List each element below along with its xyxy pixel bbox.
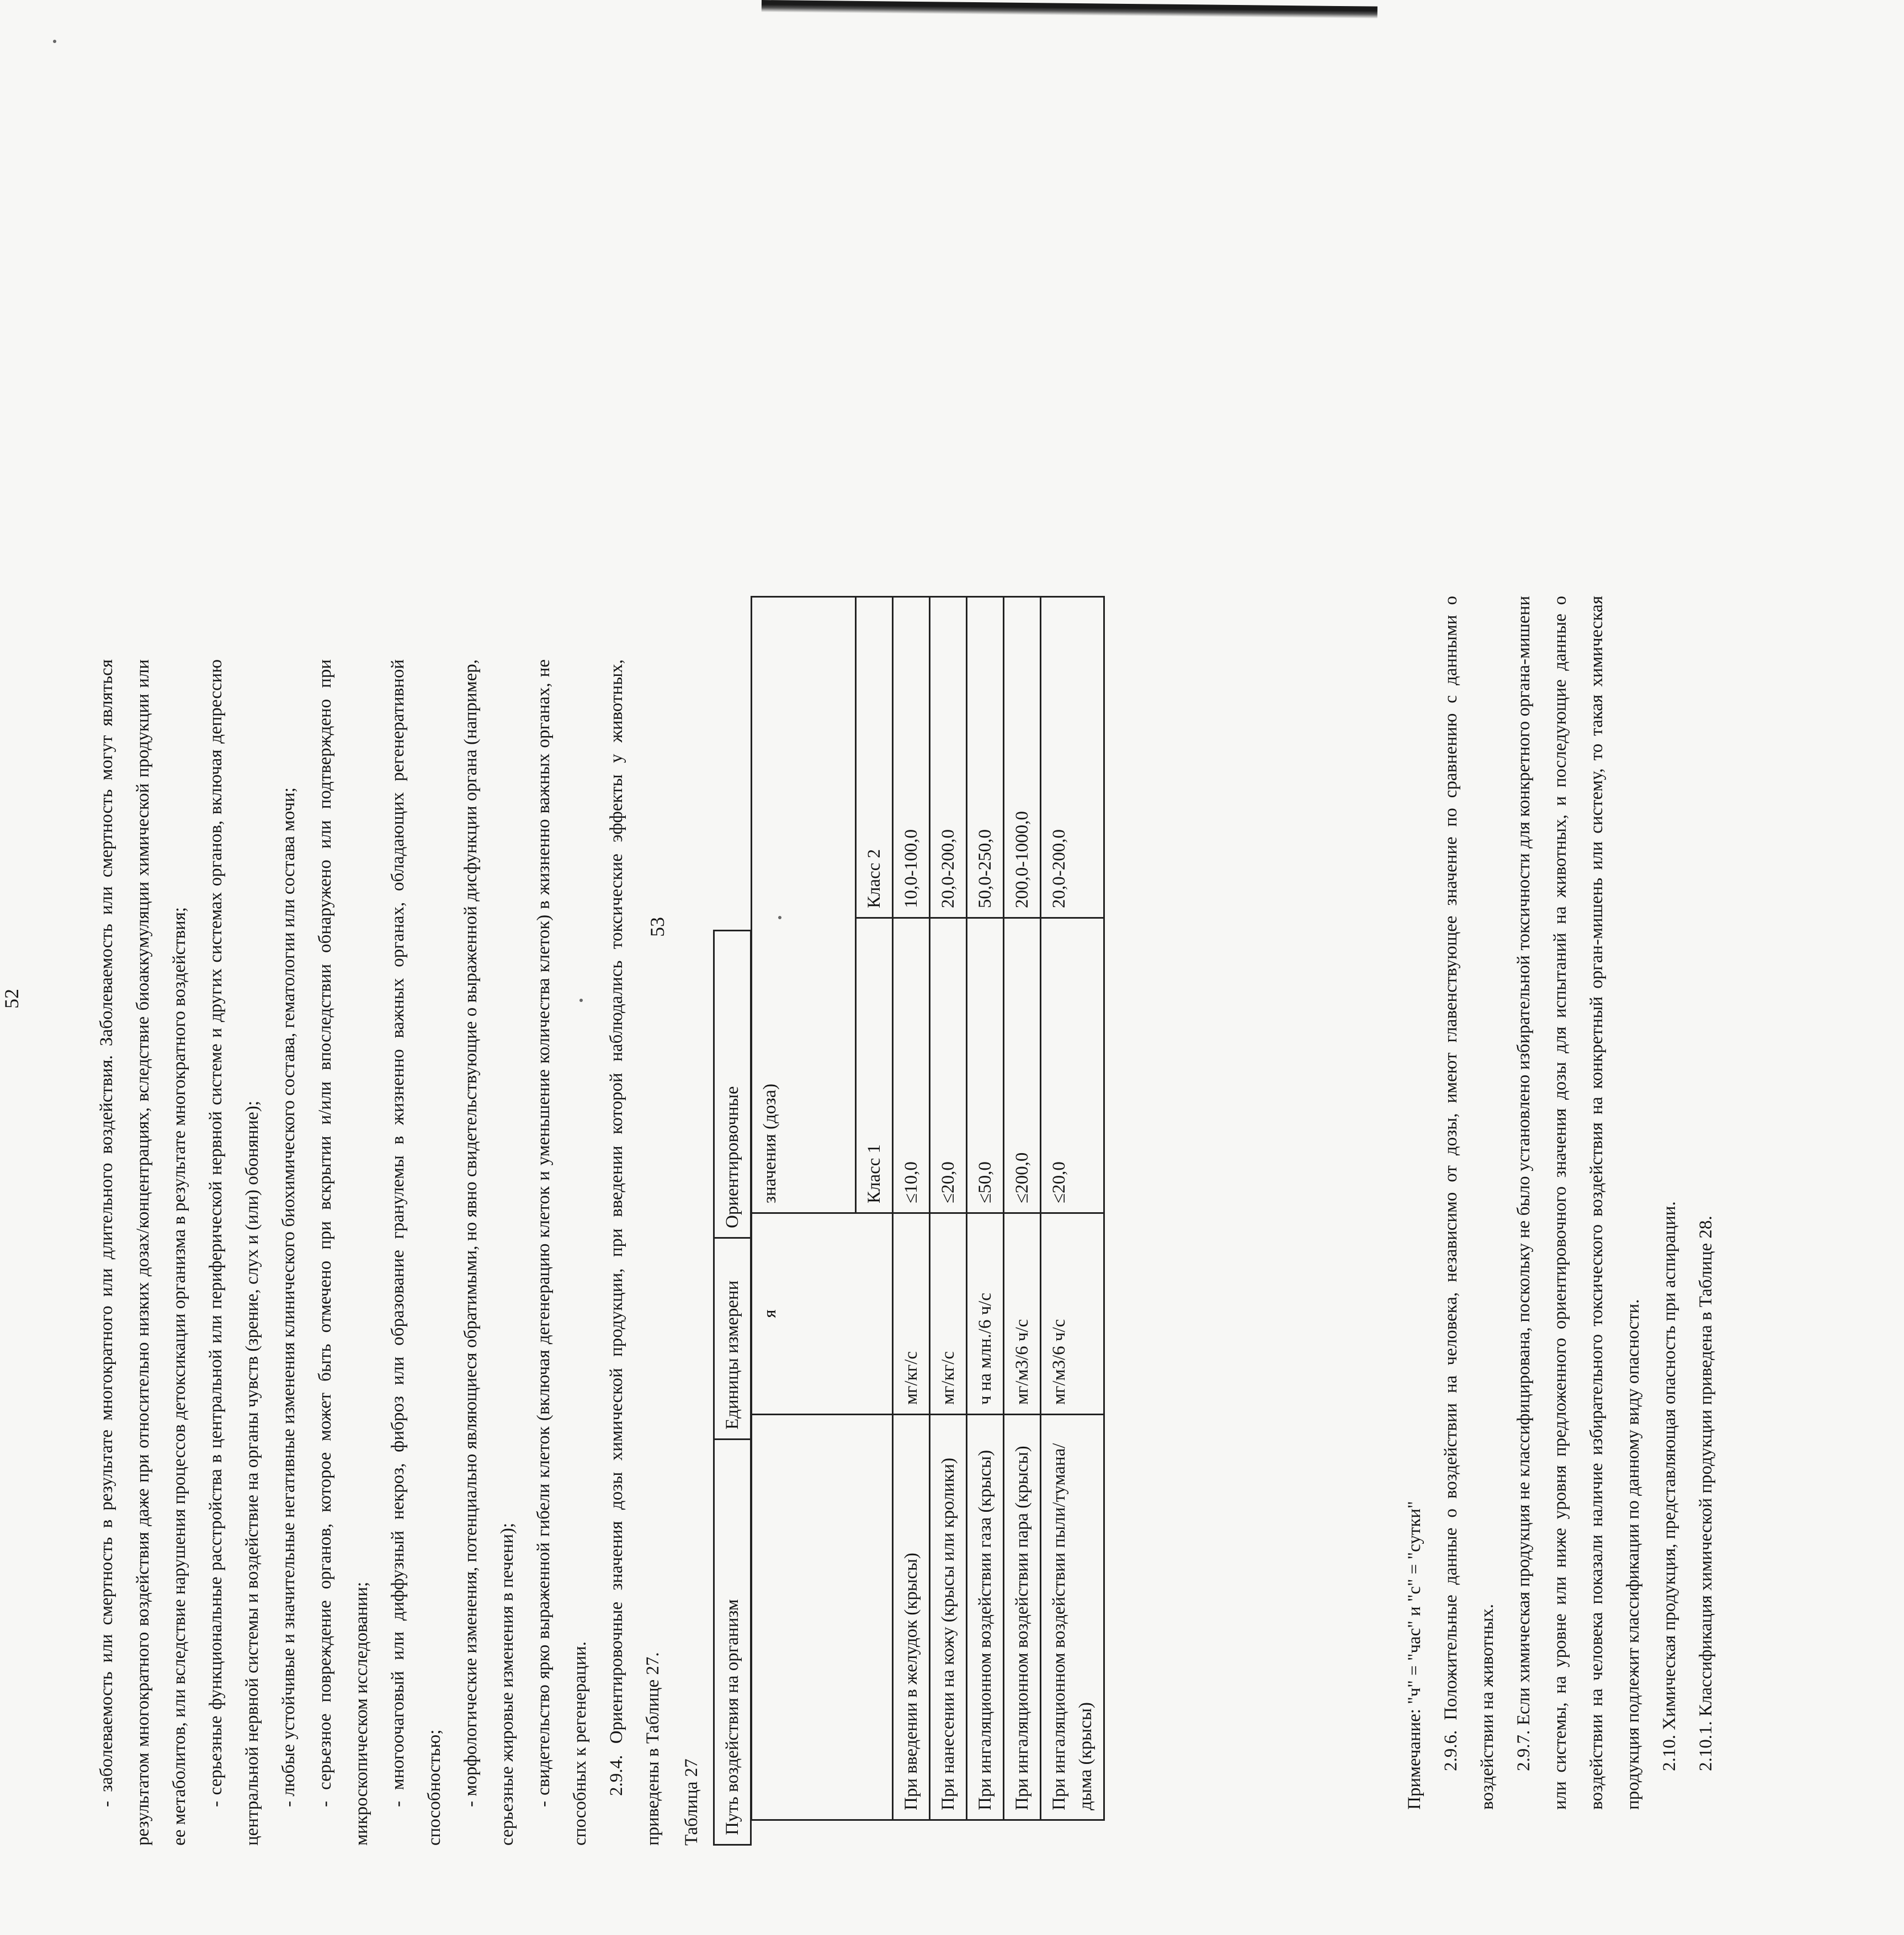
- table-27-continued: [751, 596, 1105, 1821]
- table-cell-route: При нанесении на кожу (крысы или кролики): [930, 1415, 967, 1820]
- table-cell-class1: ≤20,0: [1041, 918, 1104, 1213]
- paragraph: 2.9.7. Если химическая продукция не классифицирована, поскольку не было установлено избирательной токсичности для конкретного органа-мишени или системы, на уровне или ниже уровня предложенного ориентировочного значения дозы для испытаний на животных, и последующие данные о воздействии на человека показали наличие избирательного токсического воздействия на конкретный орган-мишень или систему, то такая химическая продукция подлежит классификации по данному виду опасности.: [1514, 596, 1643, 1810]
- paragraph: 2.9.4. Ориентировочные значения дозы химической продукции, при введении которой наблюдались токсические эффекты у животных, приведены в Таблице 27.: [607, 659, 663, 1846]
- scan-edge-shadow: [762, 0, 1378, 19]
- table-cell-unit: ч на млн./6 ч/с: [967, 1213, 1004, 1415]
- table-row: [1041, 597, 1104, 1820]
- table-caption: Таблица 27: [682, 1758, 701, 1846]
- table-cell-empty: [752, 1415, 893, 1820]
- table-cell-unit: мг/м3/6 ч/с: [1041, 1213, 1104, 1415]
- table-cell-route: При введении в желудок (крысы): [893, 1415, 930, 1820]
- paragraph: 2.10.1. Классификация химической продукции приведена в Таблице 28.: [1696, 1216, 1716, 1771]
- table-row: [930, 597, 967, 1820]
- table-row: [1004, 597, 1041, 1820]
- table-cell-unit: мг/кг/с: [930, 1213, 967, 1415]
- table-row: [893, 597, 930, 1820]
- table-cell-class1: ≤10,0: [893, 918, 930, 1213]
- table-note: Примечание: "ч" = "час" и "с" = "сутки": [1405, 1501, 1424, 1810]
- table-cell-class2: 20,0-200,0: [930, 597, 967, 918]
- table-cell-route: При ингаляционном воздействии пыли/тумана/дыма (крысы): [1041, 1415, 1104, 1820]
- table-cell-class1: ≤50,0: [967, 918, 1004, 1213]
- paragraph: - морфологические изменения, потенциально являющиеся обратимыми, но явно свидетельствующие о выраженной дисфункции органа (например, серьезные жировые изменения в печени);: [461, 659, 517, 1846]
- table-cell-class1: ≤200,0: [1004, 918, 1041, 1213]
- table-cell-unit: мг/м3/6 ч/с: [1004, 1213, 1041, 1415]
- page-53-text: [1396, 596, 1724, 1810]
- table-row: [967, 597, 1004, 1820]
- paragraph: - серьезные функциональные расстройства в центральной или периферической нервной системе и других системах органов, включая депрессию центральной нервной системы и воздействие на органы чувств (зрение, слух и (или) обоняние);: [206, 659, 262, 1846]
- table-cell-unit: мг/кг/с: [893, 1213, 930, 1415]
- paragraph: - многоочаговый или диффузный некроз, фиброз или образование гранулемы в жизненно важных органах, обладающих регенеративной способностью;: [388, 659, 444, 1846]
- table-header-values-cont: значения (доза): [752, 597, 856, 1213]
- table-cell-class2: 50,0-250,0: [967, 597, 1004, 918]
- page-53: [646, 17, 1904, 1837]
- table-cell-route: При ингаляционном воздействии газа (крысы): [967, 1415, 1004, 1820]
- paragraph: - любые устойчивые и значительные негативные изменения клинического биохимического состава, гематологии или состава мочи;: [279, 787, 299, 1807]
- table-cell-route: При ингаляционном воздействии пара (крысы): [1004, 1415, 1041, 1820]
- table-cell-class2: 10,0-100,0: [893, 597, 930, 918]
- table-cell-class2: 20,0-200,0: [1041, 597, 1104, 918]
- paragraph: - заболеваемость или смертность в результате многократного или длительного воздействия. Заболеваемость или смертность могут являться результатом многократного воздействия даже при относительно низких дозах/концентрациях, вследствие биоаккумуляции химической продукции или ее метаболитов, или вследствие нарушения процессов детоксикации организма в результате многократного воздействия;: [97, 659, 189, 1846]
- table-header-route: Путь воздействия на организм: [714, 1440, 751, 1845]
- table-header-class1: Класс 1: [856, 918, 893, 1213]
- scan-speck: [53, 40, 56, 43]
- paragraph: - свидетельство ярко выраженной гибели клеток (включая дегенерацию клеток и уменьшение количества клеток) в жизненно важных органах, не способных к регенерации.: [534, 659, 590, 1846]
- paragraph: 2.10. Химическая продукция, представляющая опасность при аспирации.: [1660, 1201, 1679, 1771]
- table-header-units-cont: я: [752, 1213, 893, 1415]
- table-cell-class2: 200,0-1000,0: [1004, 597, 1041, 918]
- table-header-values: Ориентировочные: [714, 931, 751, 1238]
- table-cell-class1: ≤20,0: [930, 918, 967, 1213]
- paragraph: - серьезное повреждение органов, которое может быть отмечено при вскрытии и/или впоследствии обнаружено или подтверждено при микроскопическом исследовании;: [315, 659, 371, 1846]
- page-number: 53: [646, 917, 668, 937]
- table-header-class2: Класс 2: [856, 597, 893, 918]
- page-number: 52: [1, 989, 23, 1009]
- paragraph: 2.9.6. Положительные данные о воздействии на человека, независимо от дозы, имеют главенствующее значение по сравнению с данными о воздействии на животных.: [1441, 596, 1497, 1810]
- table-header-units: Единицы измерени: [714, 1238, 751, 1440]
